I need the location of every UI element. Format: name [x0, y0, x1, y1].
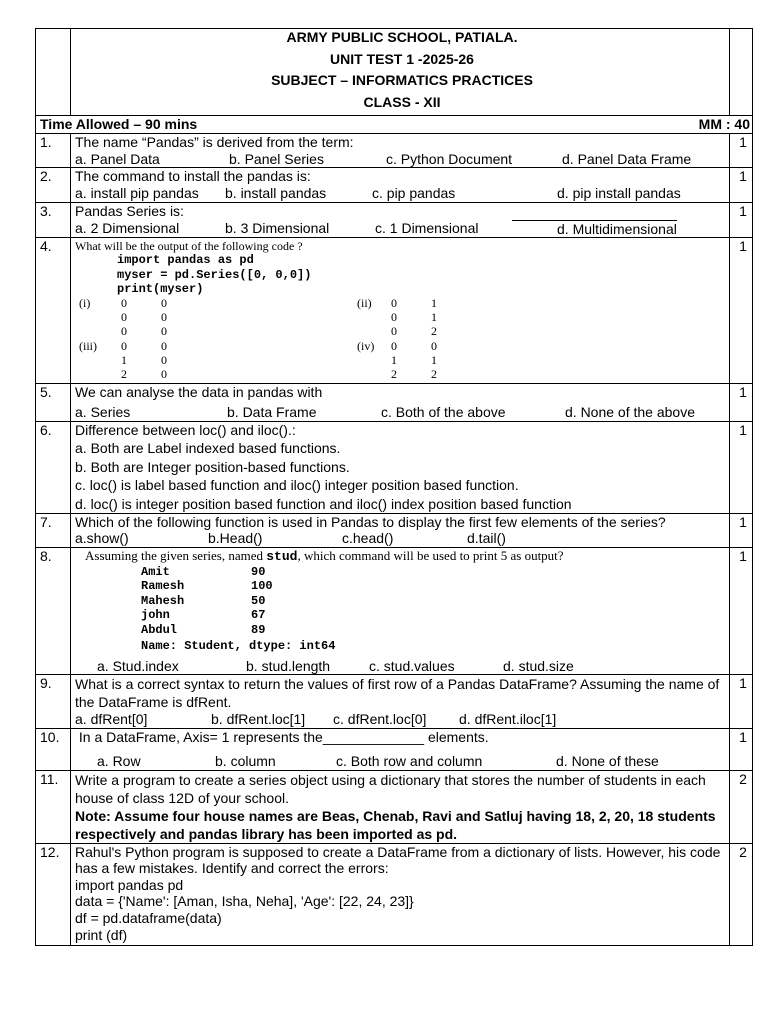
options — [75, 753, 729, 770]
time-row — [36, 116, 753, 134]
option: b. column — [215, 752, 276, 769]
question-body — [71, 513, 730, 547]
answer-line: b. Both are Integer position-based functions. — [75, 458, 350, 475]
output-cell — [161, 296, 391, 310]
options — [75, 658, 729, 675]
question-row — [36, 728, 753, 770]
series-index: Abdul — [141, 622, 178, 637]
question-number: 9. — [36, 675, 71, 729]
option: d. None of these — [556, 752, 659, 769]
output-cell: 0 — [121, 296, 127, 311]
question-marks: 1 — [730, 168, 753, 202]
output-cell: 2 — [431, 324, 437, 339]
question-text: Pandas Series is: — [75, 202, 184, 219]
question-text: What is a correct syntax to return the values of first row of a Pandas DataFrame? Assuming the name of the DataFrame is dfRent. — [75, 676, 720, 711]
output-cell: 0 — [161, 296, 167, 311]
options — [75, 220, 729, 238]
question-number: 11. — [36, 770, 71, 843]
output-cell: 1 — [431, 296, 437, 311]
output-cell: 1 — [431, 310, 437, 325]
option: b. install pandas — [225, 185, 327, 202]
output-cell: 0 — [121, 338, 127, 353]
series-footer: Name: Student, dtype: int64 — [141, 638, 336, 653]
series-index: john — [141, 608, 170, 623]
option: a. 2 Dimensional — [75, 219, 180, 236]
question-row — [36, 548, 753, 675]
output-cell — [161, 324, 391, 338]
question-row — [36, 843, 753, 946]
question-row — [36, 513, 753, 547]
question-text: We can analyse the data in pandas with — [75, 384, 323, 401]
code-line: print(myser) — [117, 281, 204, 296]
subject-name: SUBJECT – INFORMATICS PRACTICES — [271, 72, 533, 89]
question-text: Which of the following function is used in Pandas to display the first few elements of the series? — [75, 513, 666, 530]
question-marks: 1 — [730, 728, 753, 770]
output-cell: 0 — [391, 324, 397, 339]
output-cell — [79, 353, 121, 367]
code-line: myser = pd.Series([0, 0,0]) — [117, 267, 312, 282]
question-number: 5. — [36, 384, 71, 422]
question-text: Difference between loc() and iloc().: — [75, 421, 296, 438]
output-cell: 0 — [161, 352, 167, 367]
code-line: print (df) — [75, 926, 128, 943]
question-body — [71, 421, 730, 513]
question-marks: 2 — [730, 770, 753, 843]
header-row — [36, 29, 753, 116]
question-marks: 1 — [730, 134, 753, 168]
output-cell: 0 — [391, 296, 397, 311]
output-cell: 1 — [391, 352, 397, 367]
question-marks: 1 — [730, 675, 753, 729]
output-cell — [79, 310, 121, 324]
output-cell: 0 — [161, 367, 167, 382]
output-cell: (iii) — [79, 338, 97, 353]
paper-header — [71, 29, 730, 116]
output-cell — [79, 367, 121, 381]
series-value: 50 — [251, 593, 266, 608]
option: b. Panel Series — [229, 150, 324, 167]
question-number: 7. — [36, 513, 71, 547]
question-marks: 1 — [730, 202, 753, 237]
question-body — [71, 134, 730, 168]
question-marks: 1 — [730, 384, 753, 422]
question-number: 6. — [36, 421, 71, 513]
option: b. Data Frame — [227, 404, 317, 421]
output-cell: 0 — [121, 310, 127, 325]
answer-line: d. loc() is integer position based function and iloc() index position based function — [75, 495, 572, 512]
code-block — [117, 253, 729, 296]
question-row — [36, 202, 753, 237]
question-body — [71, 202, 730, 237]
output-cell: 0 — [121, 324, 127, 339]
question-number: 8. — [36, 548, 71, 675]
option-label: (iv) — [357, 338, 375, 353]
option: d. Panel Data Frame — [562, 150, 692, 167]
question-row — [36, 168, 753, 202]
question-row — [36, 384, 753, 422]
question-text: Rahul's Python program is supposed to create a DataFrame from a dictionary of lists. However, his code has a few mistakes. Identify and correct the errors: — [75, 843, 721, 877]
series-index: Ramesh — [141, 579, 185, 594]
option: c. Both of the above — [381, 404, 506, 421]
question-body — [71, 728, 730, 770]
question-row — [36, 238, 753, 384]
option: c. 1 Dimensional — [375, 219, 479, 236]
question-row — [36, 675, 753, 729]
question-number: 12. — [36, 843, 71, 946]
series-value: 90 — [251, 564, 266, 579]
time-allowed: Time Allowed – 90 mins — [40, 116, 198, 133]
series-value: 67 — [251, 608, 266, 623]
options — [75, 711, 729, 728]
output-cell: 1 — [431, 352, 437, 367]
output-cell: 0 — [431, 338, 437, 353]
question-marks: 1 — [730, 238, 753, 384]
option: d. dfRent.iloc[1] — [459, 711, 557, 728]
option: a. Panel Data — [75, 150, 160, 167]
question-text: The name “Pandas” is derived from the term: — [75, 134, 354, 151]
output-cell — [161, 339, 391, 353]
question-body — [71, 548, 730, 675]
options — [75, 151, 729, 168]
options — [75, 404, 729, 421]
question-row — [36, 421, 753, 513]
code-line: import pandas as pd — [117, 253, 254, 268]
question-body — [71, 238, 730, 384]
options — [75, 185, 729, 202]
series-index: Mahesh — [141, 593, 185, 608]
output-cell: 2 — [391, 367, 397, 382]
option: c.head() — [342, 530, 394, 547]
output-cell: 2 — [431, 367, 437, 382]
option: b. dfRent.loc[1] — [211, 711, 306, 728]
question-text: Assuming the given series, named stud, which command will be used to print 5 as output? — [85, 548, 564, 565]
code-line: import pandas pd — [75, 876, 184, 893]
answer-line: a. Both are Label indexed based functions. — [75, 439, 341, 456]
question-number: 1. — [36, 134, 71, 168]
output-cell: 0 — [161, 338, 167, 353]
output-cell: 2 — [121, 367, 127, 382]
question-number: 10. — [36, 728, 71, 770]
option: c. dfRent.loc[0] — [333, 711, 427, 728]
output-cell: 0 — [391, 338, 397, 353]
question-body — [71, 168, 730, 202]
question-body — [71, 384, 730, 422]
class-name: CLASS - XII — [363, 93, 441, 110]
question-text: In a DataFrame, Axis= 1 represents the_____________ elements. — [75, 728, 489, 745]
option: a.show() — [75, 530, 129, 547]
question-paper — [35, 28, 753, 946]
option: d. Multidimensional — [512, 220, 677, 238]
question-text: Write a program to create a series object using a dictionary that stores the number of students in each house of class 12D of your school. — [75, 771, 706, 806]
output-options — [79, 296, 729, 383]
code-line: data = {'Name': [Aman, Isha, Neha], 'Age': [22, 24, 23]} — [75, 893, 414, 910]
code-line: df = pd.dataframe(data) — [75, 910, 222, 927]
output-cell — [79, 324, 121, 338]
option: b.Head() — [208, 530, 263, 547]
test-name: UNIT TEST 1 -2025-26 — [330, 50, 474, 67]
option: d. None of the above — [565, 404, 695, 421]
question-marks: 2 — [730, 843, 753, 946]
option: a. Series — [75, 404, 131, 421]
question-body — [71, 843, 730, 946]
option: a. dfRent[0] — [75, 711, 148, 728]
question-number: 3. — [36, 202, 71, 237]
output-cell — [161, 367, 391, 381]
output-cell — [161, 310, 391, 324]
option: d.tail() — [467, 530, 506, 547]
series-name: stud — [266, 549, 298, 565]
output-cell: 0 — [161, 310, 167, 325]
output-cell: 0 — [161, 324, 167, 339]
question-number: 2. — [36, 168, 71, 202]
max-marks: MM : 40 — [698, 116, 750, 133]
question-body — [71, 675, 730, 729]
output-cell — [161, 353, 391, 367]
question-marks: 1 — [730, 421, 753, 513]
option: b. 3 Dimensional — [225, 219, 330, 236]
output-cell: 0 — [391, 310, 397, 325]
option: c. Both row and column — [336, 752, 483, 769]
series-value: 100 — [251, 579, 273, 594]
options — [75, 530, 729, 547]
series-output — [141, 565, 729, 638]
question-row — [36, 134, 753, 168]
option: a. Stud.index — [97, 657, 179, 674]
option: a. install pip pandas — [75, 185, 199, 202]
option: d. stud.size — [503, 657, 574, 674]
school-name: ARMY PUBLIC SCHOOL, PATIALA. — [286, 29, 518, 45]
question-marks: 1 — [730, 548, 753, 675]
answer-line: c. loc() is label based function and iloc() integer position based function. — [75, 476, 519, 493]
option: a. Row — [97, 752, 141, 769]
question-text: The command to install the pandas is: — [75, 168, 311, 185]
series-value: 89 — [251, 622, 266, 637]
option: c. Python Document — [386, 150, 513, 167]
question-number: 4. — [36, 238, 71, 384]
option: b. stud.length — [246, 657, 331, 674]
series-index: Amit — [141, 564, 170, 579]
question-body — [71, 770, 730, 843]
question-marks: 1 — [730, 513, 753, 547]
option-label: (ii) — [357, 296, 372, 311]
question-text: What will be the output of the following code ? — [75, 239, 303, 254]
option: d. pip install pandas — [557, 185, 681, 202]
output-cell: (i) — [79, 296, 91, 311]
question-row — [36, 770, 753, 843]
output-cell: 1 — [121, 352, 127, 367]
option: c. pip pandas — [372, 185, 456, 202]
question-note: Note: Assume four house names are Beas, Chenab, Ravi and Satluj having 18, 2, 20, 18 students respectively and pandas library has been imported as pd. — [75, 807, 716, 842]
option: c. stud.values — [369, 657, 455, 674]
